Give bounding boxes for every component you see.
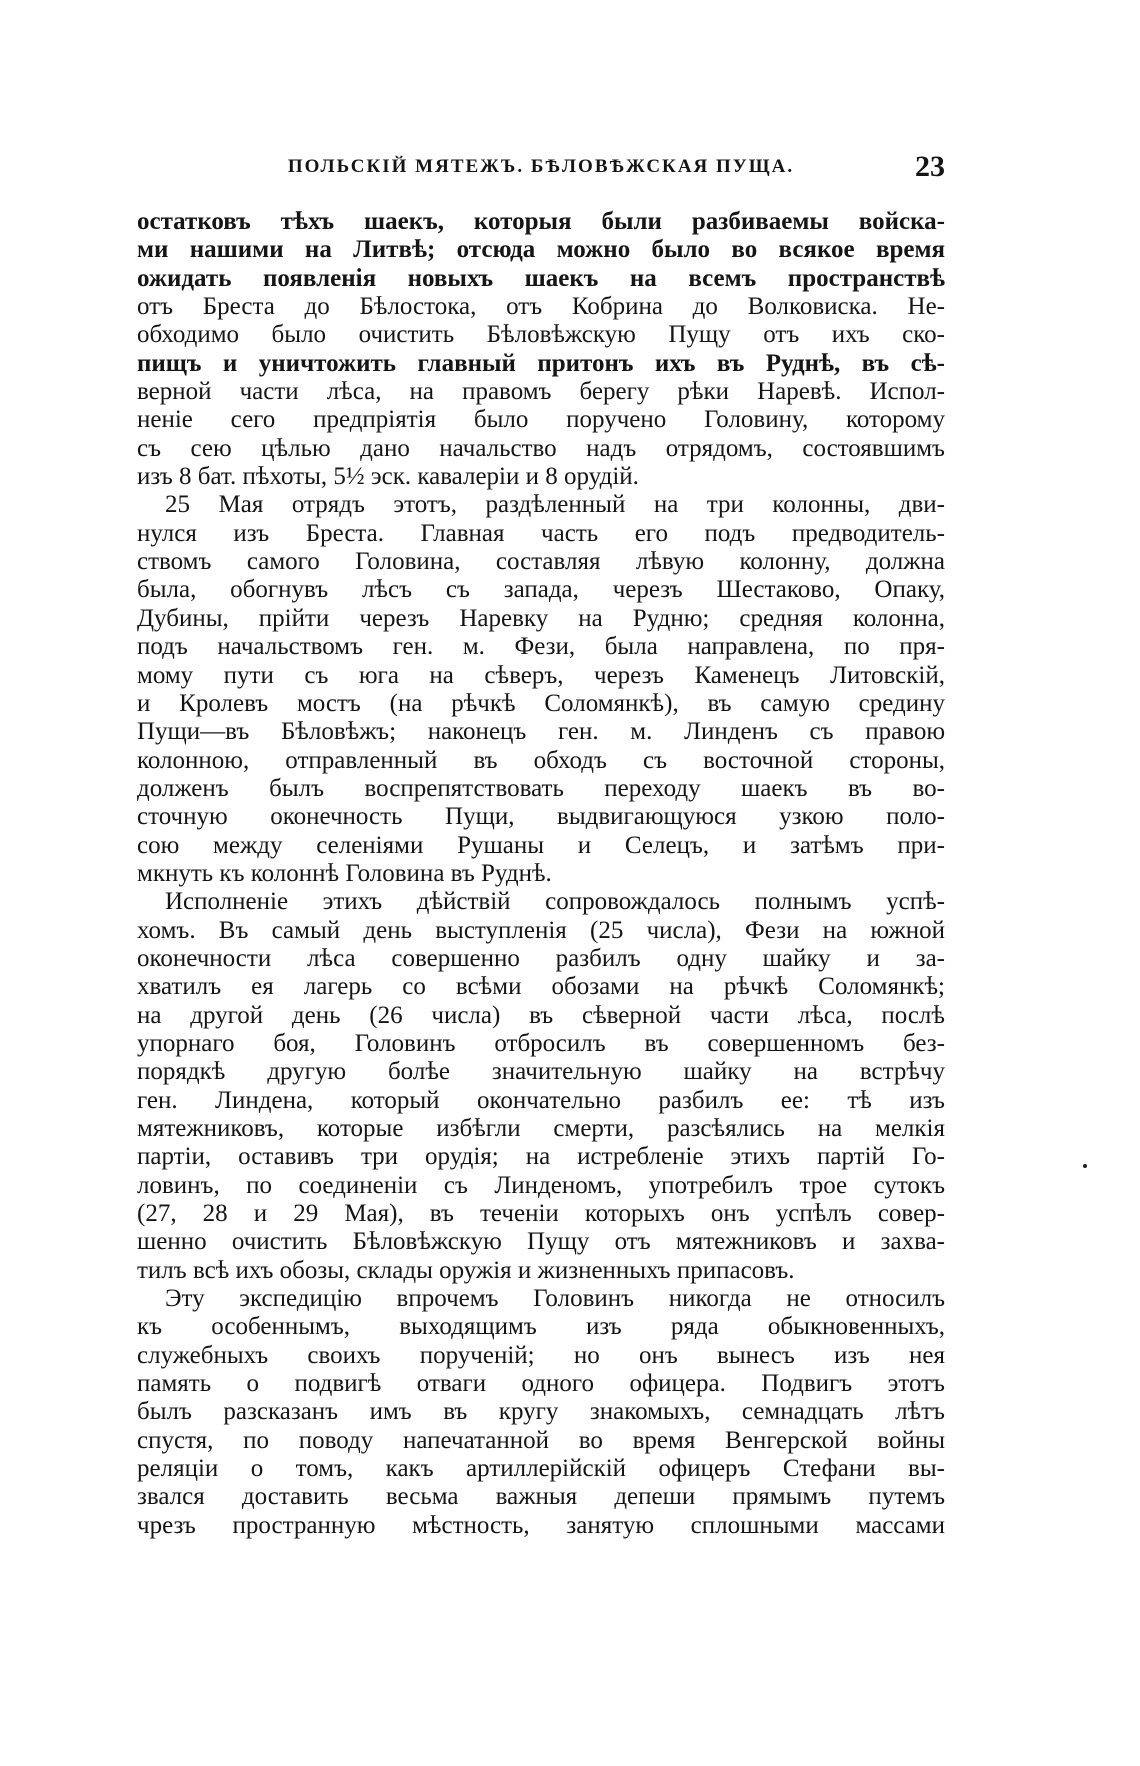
text-line: сточную оконечность Пущи, выдвигающуюся узкою поло-: [137, 803, 945, 831]
text-line: 25 Мая отрядъ этотъ, раздѣленный на три колонны, дви-: [165, 491, 945, 519]
text-line: ми нашими на Литвѣ; отсюда можно было во всякое время: [137, 236, 945, 264]
ink-speck: [1083, 1164, 1087, 1168]
text-line: хватилъ ея лагерь со всѣми обозами на рѣчкѣ Соломянкѣ;: [137, 973, 945, 1001]
page-number: 23: [915, 150, 945, 183]
text-line: хомъ. Въ самый день выступленія (25 числа), Фези на южной: [137, 916, 945, 944]
running-head-title: ПОЛЬСКІЙ МЯТЕЖЪ. БѢЛОВѢЖСКАЯ ПУЩА.: [287, 156, 795, 177]
text-line: съ сею цѣлью дано начальство надъ отрядомъ, состоявшимъ: [137, 434, 945, 462]
text-line: ожидать появленія новыхъ шаекъ на всемъ пространствѣ: [137, 264, 945, 292]
text-line: реляціи о томъ, какъ артиллерійскій офицеръ Стефани вы-: [137, 1455, 945, 1483]
text-line: сою между селеніями Рушаны и Селецъ, и затѣмъ при-: [137, 831, 945, 859]
text-line: Исполненіе этихъ дѣйствій сопровождалось полнымъ успѣ-: [165, 888, 945, 916]
text-line: ген. Линдена, который окончательно разбилъ ее: тѣ изъ: [137, 1086, 945, 1114]
text-line: (27, 28 и 29 Мая), въ теченіи которыхъ онъ успѣлъ совер-: [137, 1200, 945, 1228]
text-line: на другой день (26 числа) въ сѣверной части лѣса, послѣ: [137, 1001, 945, 1029]
text-line: изъ 8 бат. пѣхоты, 5½ эск. кавалеріи и 8 орудій.: [137, 463, 639, 491]
text-line: къ особеннымъ, выходящимъ изъ ряда обыкновенныхъ,: [137, 1313, 945, 1341]
text-line: звался доставить весьма важныя депеши прямымъ путемъ: [137, 1483, 945, 1511]
text-line: память о подвигѣ отваги одного офицера. Подвигъ этотъ: [137, 1370, 945, 1398]
text-line: отъ Бреста до Бѣлостока, отъ Кобрина до Волковиска. Не-: [137, 293, 945, 321]
text-line: верной части лѣса, на правомъ берегу рѣки Наревѣ. Испол-: [137, 378, 945, 406]
text-line: долженъ былъ воспрепятствовать переходу шаекъ въ во-: [137, 774, 945, 802]
text-line: мому пути съ юга на сѣверъ, черезъ Каменецъ Литовскій,: [137, 661, 945, 689]
text-line: мкнуть къ колоннѣ Головина въ Руднѣ.: [137, 859, 552, 887]
text-line: былъ разсказанъ имъ въ кругу знакомыхъ, семнадцать лѣтъ: [137, 1398, 945, 1426]
text-line: пищъ и уничтожить главный притонъ ихъ въ Руднѣ, въ сѣ-: [137, 349, 945, 377]
text-line: чрезъ пространную мѣстность, занятую сплошными массами: [137, 1511, 945, 1539]
text-line: спустя, по поводу напечатанной во время Венгерской войны: [137, 1426, 945, 1454]
text-line: порядкѣ другую болѣе значительную шайку на встрѣчу: [137, 1058, 945, 1086]
text-line: остатковъ тѣхъ шаекъ, которыя были разбиваемы войска-: [137, 208, 945, 235]
running-head: [137, 150, 945, 186]
text-line: была, обогнувъ лѣсъ съ запада, черезъ Шестаково, Опаку,: [137, 576, 945, 604]
text-line: упорнаго боя, Головинъ отбросилъ въ совершенномъ без-: [137, 1029, 945, 1057]
text-line: ствомъ самого Головина, составляя лѣвую колонну, должна: [137, 548, 945, 576]
text-line: неніе сего предпріятія было поручено Головину, которому: [137, 406, 945, 434]
text-line: тилъ всѣ ихъ обозы, склады оружія и жизненныхъ припасовъ.: [137, 1256, 795, 1284]
text-line: шенно очистить Бѣловѣжскую Пущу отъ мятежниковъ и захва-: [137, 1228, 945, 1256]
text-line: Пущи—въ Бѣловѣжъ; наконецъ ген. м. Линденъ съ правою: [137, 718, 945, 746]
text-line: партіи, оставивъ три орудія; на истребленіе этихъ партій Го-: [137, 1143, 945, 1171]
text-line: и Кролевъ мостъ (на рѣчкѣ Соломянкѣ), въ самую средину: [137, 689, 945, 717]
text-line: служебныхъ своихъ порученій; но онъ вынесъ изъ нея: [137, 1341, 945, 1369]
text-line: оконечности лѣса совершенно разбилъ одну шайку и за-: [137, 944, 945, 972]
text-line: мятежниковъ, которые избѣгли смерти, разсѣялись на мелкія: [137, 1115, 945, 1142]
text-line: обходимо было очистить Бѣловѣжскую Пущу отъ ихъ ско-: [137, 321, 945, 349]
text-line: Дубины, прійти черезъ Наревку на Рудню; средняя колонна,: [137, 604, 945, 632]
text-line: Эту экспедицію впрочемъ Головинъ никогда не относилъ: [165, 1285, 945, 1313]
body-text: [137, 208, 945, 1540]
text-line: нулся изъ Бреста. Главная часть его подъ предводитель-: [137, 519, 945, 547]
text-line: колонною, отправленный въ обходъ съ восточной стороны,: [137, 746, 945, 774]
text-line: ловинъ, по соединеніи съ Линденомъ, употребилъ трое сутокъ: [137, 1171, 945, 1199]
text-line: подъ начальствомъ ген. м. Фези, была направлена, по пря-: [137, 633, 945, 661]
